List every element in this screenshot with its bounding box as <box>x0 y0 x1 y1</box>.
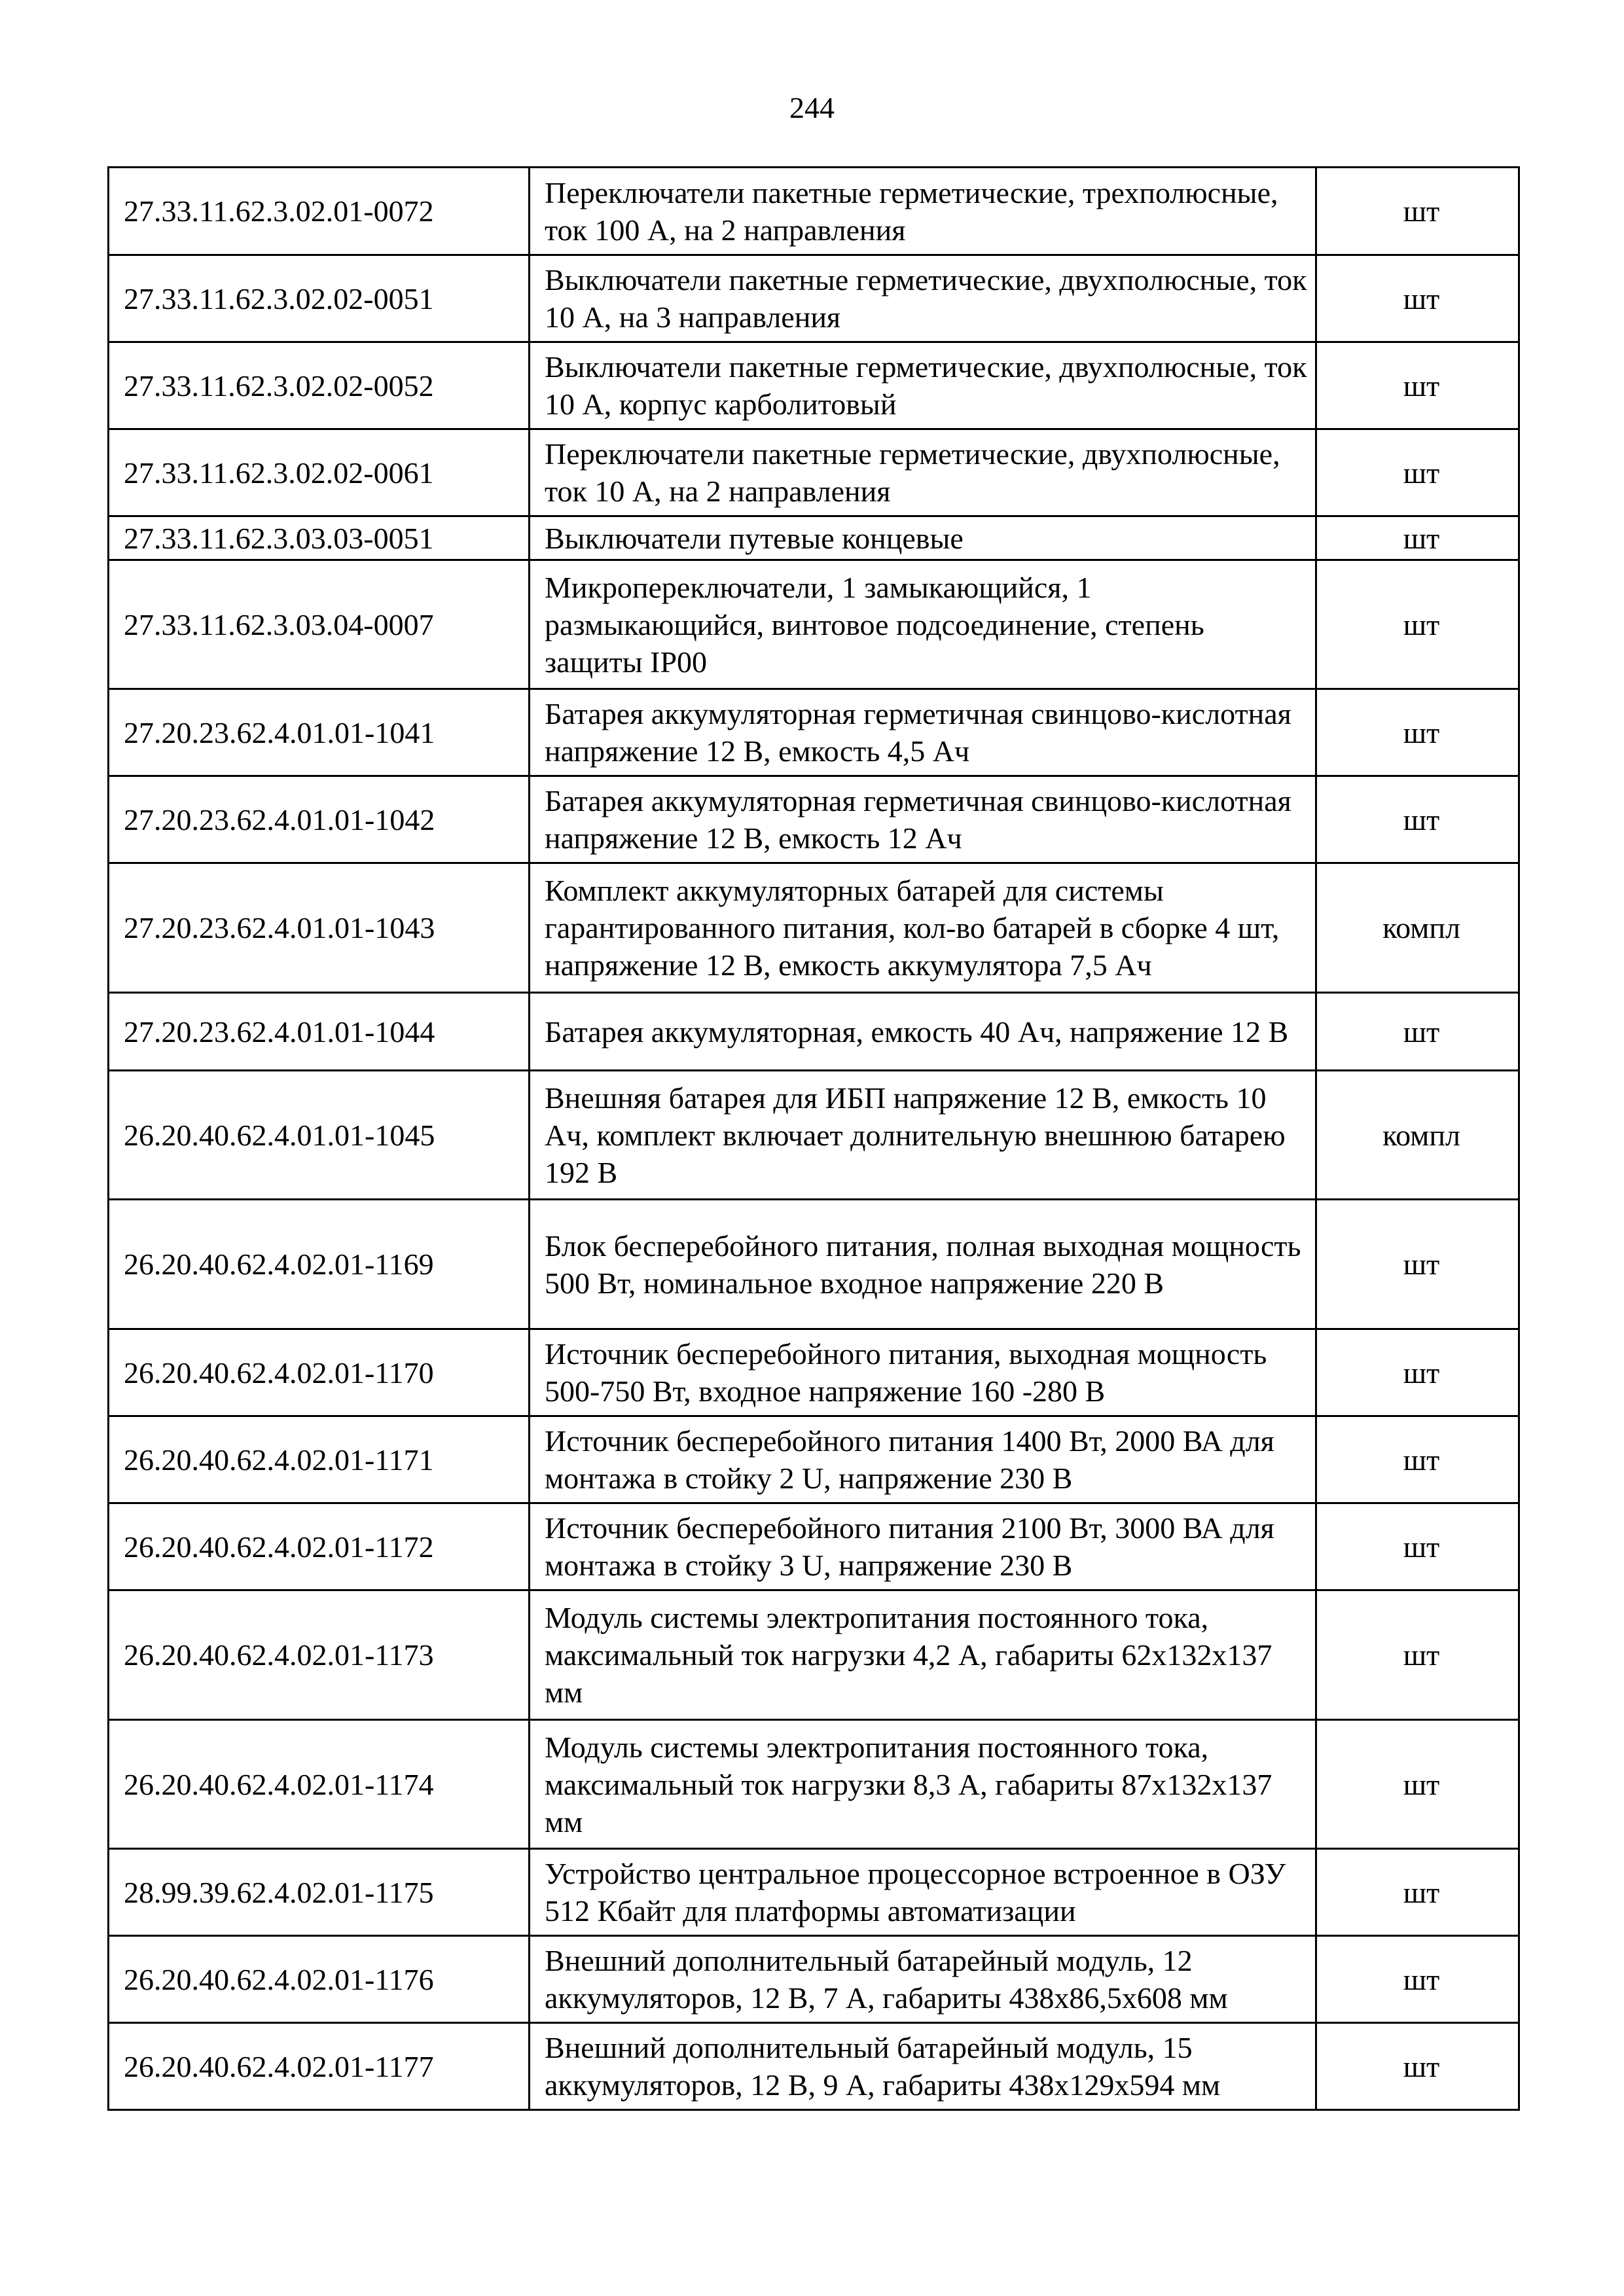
row-unit: шт <box>1316 168 1519 255</box>
row-unit: шт <box>1316 560 1519 689</box>
row-unit: компл <box>1316 863 1519 993</box>
table-row <box>109 342 1519 429</box>
row-unit: шт <box>1316 1590 1519 1720</box>
row-name: Источник бесперебойного питания 2100 Вт, 3000 ВА для монтажа в стойку 3 U, напряжение 230 В <box>530 1503 1316 1590</box>
row-name: Источник бесперебойного питания, выходная мощность 500-750 Вт, входное напряжение 160 -280 В <box>530 1329 1316 1416</box>
page-number: 244 <box>789 91 835 124</box>
table-row <box>109 1720 1519 1849</box>
row-name: Батарея аккумуляторная герметичная свинцово-кислотная напряжение 12 В, емкость 4,5 Ач <box>530 689 1316 776</box>
row-unit: шт <box>1316 429 1519 516</box>
row-name: Внешняя батарея для ИБП напряжение 12 В, емкость 10 Ач, комплект включает долнительную внешнюю батарею 192 В <box>530 1071 1316 1200</box>
resource-table <box>107 166 1520 2111</box>
row-unit: шт <box>1316 2023 1519 2110</box>
row-name: Микропереключатели, 1 замыкающийся, 1 размыкающийся, винтовое подсоединение, степень защиты IP00 <box>530 560 1316 689</box>
table-row <box>109 516 1519 560</box>
row-code: 26.20.40.62.4.02.01-1172 <box>109 1503 530 1590</box>
row-name: Выключатели пакетные герметические, двухполюсные, ток 10 А, на 3 направления <box>530 255 1316 342</box>
row-unit: шт <box>1316 689 1519 776</box>
row-code: 26.20.40.62.4.02.01-1176 <box>109 1936 530 2023</box>
table-row <box>109 1590 1519 1720</box>
row-code: 26.20.40.62.4.02.01-1170 <box>109 1329 530 1416</box>
row-unit: шт <box>1316 1329 1519 1416</box>
row-unit: шт <box>1316 1200 1519 1329</box>
row-code: 26.20.40.62.4.02.01-1173 <box>109 1590 530 1720</box>
row-name: Батарея аккумуляторная герметичная свинцово-кислотная напряжение 12 В, емкость 12 Ач <box>530 776 1316 863</box>
row-code: 26.20.40.62.4.02.01-1171 <box>109 1416 530 1503</box>
row-name: Выключатели путевые концевые <box>530 516 1316 560</box>
row-name: Блок бесперебойного питания, полная выходная мощность 500 Вт, номинальное входное напряжение 220 В <box>530 1200 1316 1329</box>
row-name: Внешний дополнительный батарейный модуль, 15 аккумуляторов, 12 В, 9 А, габариты 438х129х594 мм <box>530 2023 1316 2110</box>
row-code: 27.20.23.62.4.01.01-1041 <box>109 689 530 776</box>
table-row <box>109 1071 1519 1200</box>
row-code: 27.33.11.62.3.02.02-0052 <box>109 342 530 429</box>
row-name: Батарея аккумуляторная, емкость 40 Ач, напряжение 12 В <box>530 993 1316 1071</box>
table-row <box>109 255 1519 342</box>
row-name: Переключатели пакетные герметические, двухполюсные, ток 10 А, на 2 направления <box>530 429 1316 516</box>
row-code: 27.20.23.62.4.01.01-1043 <box>109 863 530 993</box>
row-name: Переключатели пакетные герметические, трехполюсные, ток 100 А, на 2 направления <box>530 168 1316 255</box>
row-unit: шт <box>1316 993 1519 1071</box>
row-code: 26.20.40.62.4.01.01-1045 <box>109 1071 530 1200</box>
row-unit: компл <box>1316 1071 1519 1200</box>
row-code: 27.20.23.62.4.01.01-1044 <box>109 993 530 1071</box>
row-unit: шт <box>1316 1503 1519 1590</box>
row-code: 27.33.11.62.3.02.01-0072 <box>109 168 530 255</box>
row-unit: шт <box>1316 1849 1519 1936</box>
row-name: Модуль системы электропитания постоянного тока, максимальный ток нагрузки 8,3 А, габариты 87х132х137 мм <box>530 1720 1316 1849</box>
table-row <box>109 1329 1519 1416</box>
table-row <box>109 1416 1519 1503</box>
row-unit: шт <box>1316 342 1519 429</box>
table-row <box>109 863 1519 993</box>
table-row <box>109 429 1519 516</box>
row-code: 27.33.11.62.3.02.02-0051 <box>109 255 530 342</box>
table-row <box>109 1200 1519 1329</box>
row-unit: шт <box>1316 1720 1519 1849</box>
row-code: 27.33.11.62.3.02.02-0061 <box>109 429 530 516</box>
row-unit: шт <box>1316 1936 1519 2023</box>
table-row <box>109 993 1519 1071</box>
row-name: Комплект аккумуляторных батарей для системы гарантированного питания, кол-во батарей в сборке 4 шт, напряжение 12 В, емкость аккумулятора 7,5 Ач <box>530 863 1316 993</box>
table-row <box>109 560 1519 689</box>
row-name: Модуль системы электропитания постоянного тока, максимальный ток нагрузки 4,2 А, габариты 62х132х137 мм <box>530 1590 1316 1720</box>
row-unit: шт <box>1316 255 1519 342</box>
row-code: 26.20.40.62.4.02.01-1174 <box>109 1720 530 1849</box>
row-code: 26.20.40.62.4.02.01-1177 <box>109 2023 530 2110</box>
table-row <box>109 168 1519 255</box>
table-row <box>109 1503 1519 1590</box>
row-name: Внешний дополнительный батарейный модуль, 12 аккумуляторов, 12 В, 7 А, габариты 438х86,5х608 мм <box>530 1936 1316 2023</box>
row-code: 26.20.40.62.4.02.01-1169 <box>109 1200 530 1329</box>
table-row <box>109 689 1519 776</box>
row-unit: шт <box>1316 516 1519 560</box>
table-row <box>109 2023 1519 2110</box>
row-code: 27.33.11.62.3.03.04-0007 <box>109 560 530 689</box>
table-row <box>109 1849 1519 1936</box>
row-code: 27.33.11.62.3.03.03-0051 <box>109 516 530 560</box>
table-row <box>109 1936 1519 2023</box>
row-unit: шт <box>1316 1416 1519 1503</box>
row-code: 27.20.23.62.4.01.01-1042 <box>109 776 530 863</box>
row-name: Источник бесперебойного питания 1400 Вт, 2000 ВА для монтажа в стойку 2 U, напряжение 230 В <box>530 1416 1316 1503</box>
row-code: 28.99.39.62.4.02.01-1175 <box>109 1849 530 1936</box>
row-unit: шт <box>1316 776 1519 863</box>
table-row <box>109 776 1519 863</box>
row-name: Устройство центральное процессорное встроенное в ОЗУ 512 Кбайт для платформы автоматизации <box>530 1849 1316 1936</box>
row-name: Выключатели пакетные герметические, двухполюсные, ток 10 А, корпус карболитовый <box>530 342 1316 429</box>
